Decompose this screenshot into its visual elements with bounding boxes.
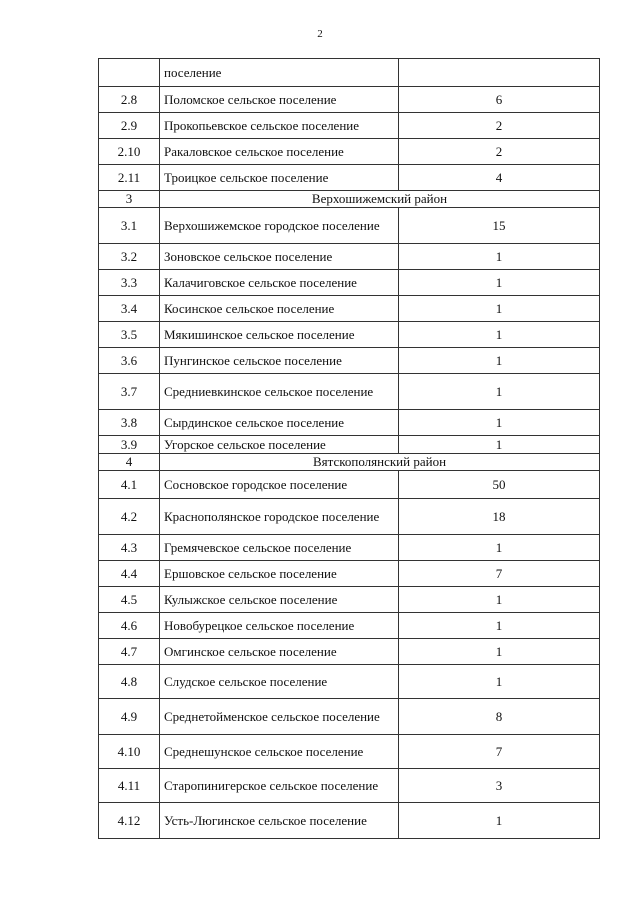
- row-number: 2.8: [99, 87, 160, 113]
- table-row: [99, 561, 600, 587]
- settlement-name: Мякишинское сельское поселение: [160, 322, 399, 348]
- row-number: 4.8: [99, 665, 160, 699]
- row-number: 2.10: [99, 139, 160, 165]
- settlement-name: Ракаловское сельское поселение: [160, 139, 399, 165]
- settlement-name: Прокопьевское сельское поселение: [160, 113, 399, 139]
- settlement-name: Средниевкинское сельское поселение: [160, 374, 399, 410]
- settlement-name: Омгинское сельское поселение: [160, 639, 399, 665]
- settlement-name: Косинское сельское поселение: [160, 296, 399, 322]
- settlement-name: поселение: [160, 59, 399, 87]
- settlement-value: 1: [399, 270, 600, 296]
- settlement-value: 15: [399, 208, 600, 244]
- table-row: [99, 59, 600, 87]
- settlement-value: 1: [399, 639, 600, 665]
- settlement-name: Среднешунское сельское поселение: [160, 735, 399, 769]
- settlement-value: 1: [399, 348, 600, 374]
- table-row: [99, 87, 600, 113]
- table-row: [99, 613, 600, 639]
- settlement-value: [399, 59, 600, 87]
- settlement-value: 7: [399, 561, 600, 587]
- row-number: 3.5: [99, 322, 160, 348]
- row-number: 4.1: [99, 471, 160, 499]
- row-number: 4.3: [99, 535, 160, 561]
- row-number: 3.3: [99, 270, 160, 296]
- settlement-name: Краснополянское городское поселение: [160, 499, 399, 535]
- settlements-table: [98, 58, 600, 839]
- row-number: 4.11: [99, 769, 160, 803]
- table-row: [99, 113, 600, 139]
- table-row: [99, 471, 600, 499]
- row-number: 3.2: [99, 244, 160, 270]
- settlement-name: Сырдинское сельское поселение: [160, 410, 399, 436]
- row-number: 4: [99, 454, 160, 471]
- row-number: 4.6: [99, 613, 160, 639]
- settlement-name: Ершовское сельское поселение: [160, 561, 399, 587]
- district-row: [99, 191, 600, 208]
- row-number: 3.7: [99, 374, 160, 410]
- settlement-value: 50: [399, 471, 600, 499]
- settlement-value: 1: [399, 803, 600, 839]
- settlement-value: 1: [399, 410, 600, 436]
- table-row: [99, 735, 600, 769]
- settlement-name: Зоновское сельское поселение: [160, 244, 399, 270]
- settlement-value: 4: [399, 165, 600, 191]
- row-number: 3.8: [99, 410, 160, 436]
- table-row: [99, 270, 600, 296]
- settlement-name: Кулыжское сельское поселение: [160, 587, 399, 613]
- row-number: 3.9: [99, 436, 160, 454]
- settlement-name: Среднетойменское сельское поселение: [160, 699, 399, 735]
- page-number: 2: [317, 28, 323, 40]
- settlement-name: Старопинигерское сельское поселение: [160, 769, 399, 803]
- table-row: [99, 244, 600, 270]
- settlement-value: 6: [399, 87, 600, 113]
- settlement-value: 1: [399, 613, 600, 639]
- table-row: [99, 296, 600, 322]
- table-row: [99, 665, 600, 699]
- settlement-name: Слудское сельское поселение: [160, 665, 399, 699]
- settlement-value: 1: [399, 535, 600, 561]
- table-row: [99, 348, 600, 374]
- settlement-value: 1: [399, 322, 600, 348]
- settlement-value: 7: [399, 735, 600, 769]
- settlement-name: Верхошижемское городское поселение: [160, 208, 399, 244]
- row-number: 4.7: [99, 639, 160, 665]
- settlement-value: 1: [399, 587, 600, 613]
- table-row: [99, 436, 600, 454]
- settlement-name: Усть-Люгинское сельское поселение: [160, 803, 399, 839]
- settlement-value: 2: [399, 139, 600, 165]
- table-row: [99, 587, 600, 613]
- row-number: 4.12: [99, 803, 160, 839]
- row-number: 3: [99, 191, 160, 208]
- settlement-name: Троицкое сельское поселение: [160, 165, 399, 191]
- settlement-value: 1: [399, 244, 600, 270]
- row-number: 4.9: [99, 699, 160, 735]
- district-name: Вятскополянский район: [160, 454, 600, 471]
- settlement-value: 1: [399, 436, 600, 454]
- table-row: [99, 639, 600, 665]
- district-row: [99, 454, 600, 471]
- table-row: [99, 769, 600, 803]
- row-number: 4.10: [99, 735, 160, 769]
- row-number: 4.4: [99, 561, 160, 587]
- settlement-value: 2: [399, 113, 600, 139]
- settlement-name: Поломское сельское поселение: [160, 87, 399, 113]
- row-number: 4.2: [99, 499, 160, 535]
- district-name: Верхошижемский район: [160, 191, 600, 208]
- settlement-value: 3: [399, 769, 600, 803]
- row-number: [99, 59, 160, 87]
- row-number: 3.6: [99, 348, 160, 374]
- settlement-value: 1: [399, 665, 600, 699]
- row-number: 3.4: [99, 296, 160, 322]
- settlement-name: Пунгинское сельское поселение: [160, 348, 399, 374]
- table-row: [99, 139, 600, 165]
- row-number: 2.9: [99, 113, 160, 139]
- table-row: [99, 699, 600, 735]
- table-row: [99, 322, 600, 348]
- table-row: [99, 535, 600, 561]
- table-row: [99, 803, 600, 839]
- table-row: [99, 499, 600, 535]
- settlement-name: Сосновское городское поселение: [160, 471, 399, 499]
- settlement-value: 1: [399, 374, 600, 410]
- row-number: 3.1: [99, 208, 160, 244]
- row-number: 4.5: [99, 587, 160, 613]
- settlement-name: Угорское сельское поселение: [160, 436, 399, 454]
- settlement-name: Калачиговское сельское поселение: [160, 270, 399, 296]
- table-row: [99, 165, 600, 191]
- table-row: [99, 208, 600, 244]
- settlement-name: Новобурецкое сельское поселение: [160, 613, 399, 639]
- table-row: [99, 410, 600, 436]
- settlement-value: 1: [399, 296, 600, 322]
- table-body: [99, 59, 600, 839]
- settlement-name: Гремячевское сельское поселение: [160, 535, 399, 561]
- settlement-value: 8: [399, 699, 600, 735]
- row-number: 2.11: [99, 165, 160, 191]
- settlement-value: 18: [399, 499, 600, 535]
- table-row: [99, 374, 600, 410]
